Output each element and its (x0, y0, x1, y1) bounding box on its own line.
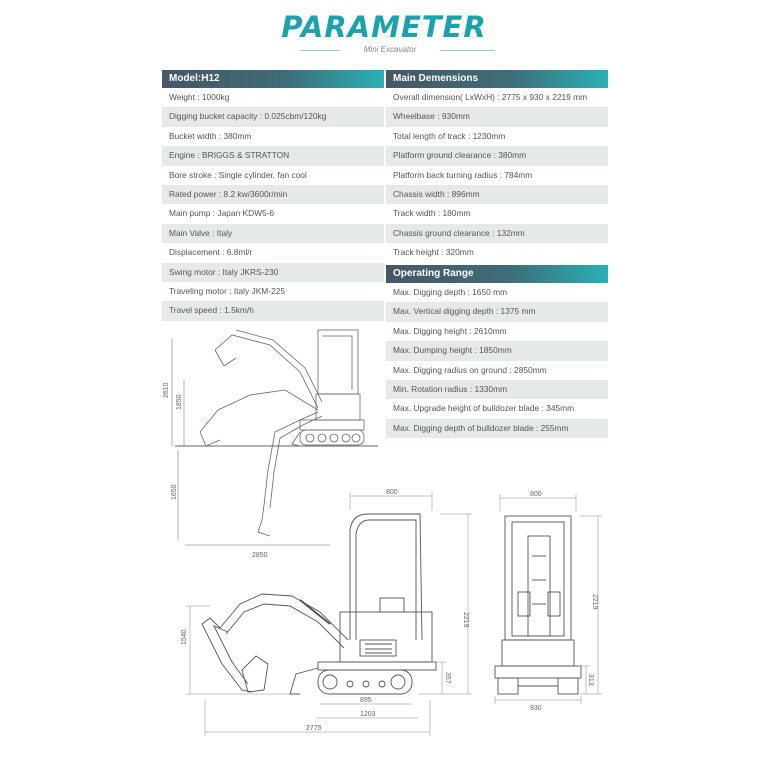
range-depth-label: 1650 (171, 484, 178, 500)
spec-row: Max. Digging depth of bulldozer blade : 255mm (386, 419, 608, 438)
side-view-drawing (202, 514, 436, 694)
spec-row: Track width : 180mm (386, 204, 608, 223)
working-range-diagram (172, 330, 378, 545)
spec-row: Bore stroke : Single cylinder, fan cool (162, 166, 384, 185)
spec-row: Main pump : Japan KDW5-6 (162, 204, 384, 223)
spec-row: Engine : BRIGGS & STRATTON (162, 146, 384, 165)
front-view-dimensions (495, 494, 602, 704)
spec-row: Max. Dumping height : 1850mm (386, 341, 608, 360)
spec-row: Chassis width : 896mm (386, 185, 608, 204)
spec-row: Weight : 1000kg (162, 88, 384, 107)
spec-row: Max. Vertical digging depth : 1375 mm (386, 302, 608, 321)
spec-row: Travel speed : 1.5km/h (162, 301, 384, 320)
side-top-width-label: 800 (386, 489, 398, 496)
spec-row: Main Valve : Italy (162, 224, 384, 243)
model-header: Model:H12 (162, 70, 384, 88)
spec-row: Total length of track : 1230mm (386, 127, 608, 146)
side-ground-label: 357 (444, 672, 451, 684)
spec-row: Chassis ground clearance : 132mm (386, 224, 608, 243)
spec-row: Wheelbase : 930mm (386, 107, 608, 126)
range-mid-label: 1850 (176, 394, 183, 410)
page-title: PARAMETER (281, 10, 487, 44)
operating-header: Operating Range (386, 265, 608, 283)
spec-row: Displacement : 6.8ml/r (162, 243, 384, 262)
front-ground-label: 313 (587, 674, 594, 686)
spec-row: Min. Rotation radius : 1330mm (386, 380, 608, 399)
side-total-label: 2775 (306, 725, 322, 732)
side-track-b-label: 1203 (360, 711, 376, 718)
spec-row: Track height : 320mm (386, 243, 608, 262)
front-height-label: 2219 (591, 594, 598, 610)
front-width-label: 930 (530, 705, 542, 712)
spec-row: Digging bucket capacity : 0.025cbm/120kg (162, 107, 384, 126)
range-height-label: 2610 (163, 382, 170, 398)
spec-row: Platform ground clearance : 380mm (386, 146, 608, 165)
front-view-drawing (495, 516, 581, 694)
page-subtitle: Mini Excavator (363, 45, 417, 54)
side-left-height-label: 1540 (181, 629, 188, 645)
spec-row: Max. Digging radius on ground : 2850mm (386, 361, 608, 380)
spec-row: Overall dimension( LxWxH) : 2775 x 930 x 2219 mm (386, 88, 608, 107)
range-radius-label: 2850 (252, 552, 268, 559)
spec-row: Max. Upgrade height of bulldozer blade : 345mm (386, 399, 608, 418)
dimensions-header: Main Demensions (386, 70, 608, 88)
front-top-width-label: 800 (530, 491, 542, 498)
side-track-a-label: 895 (360, 697, 372, 704)
side-height-label: 2219 (462, 612, 469, 628)
spec-row: Swing motor : Italy JKRS-230 (162, 263, 384, 282)
side-view-dimensions (186, 492, 472, 736)
spec-row: Max. Digging depth : 1650 mm (386, 283, 608, 302)
spec-row: Rated power : 8.2 kw/3600r/min (162, 185, 384, 204)
spec-row: Platform back turning radius : 784mm (386, 166, 608, 185)
spec-row: Bucket width : 380mm (162, 127, 384, 146)
spec-row: Max. Digging height : 2610mm (386, 322, 608, 341)
spec-row: Traveling motor : Italy JKM-225 (162, 282, 384, 301)
